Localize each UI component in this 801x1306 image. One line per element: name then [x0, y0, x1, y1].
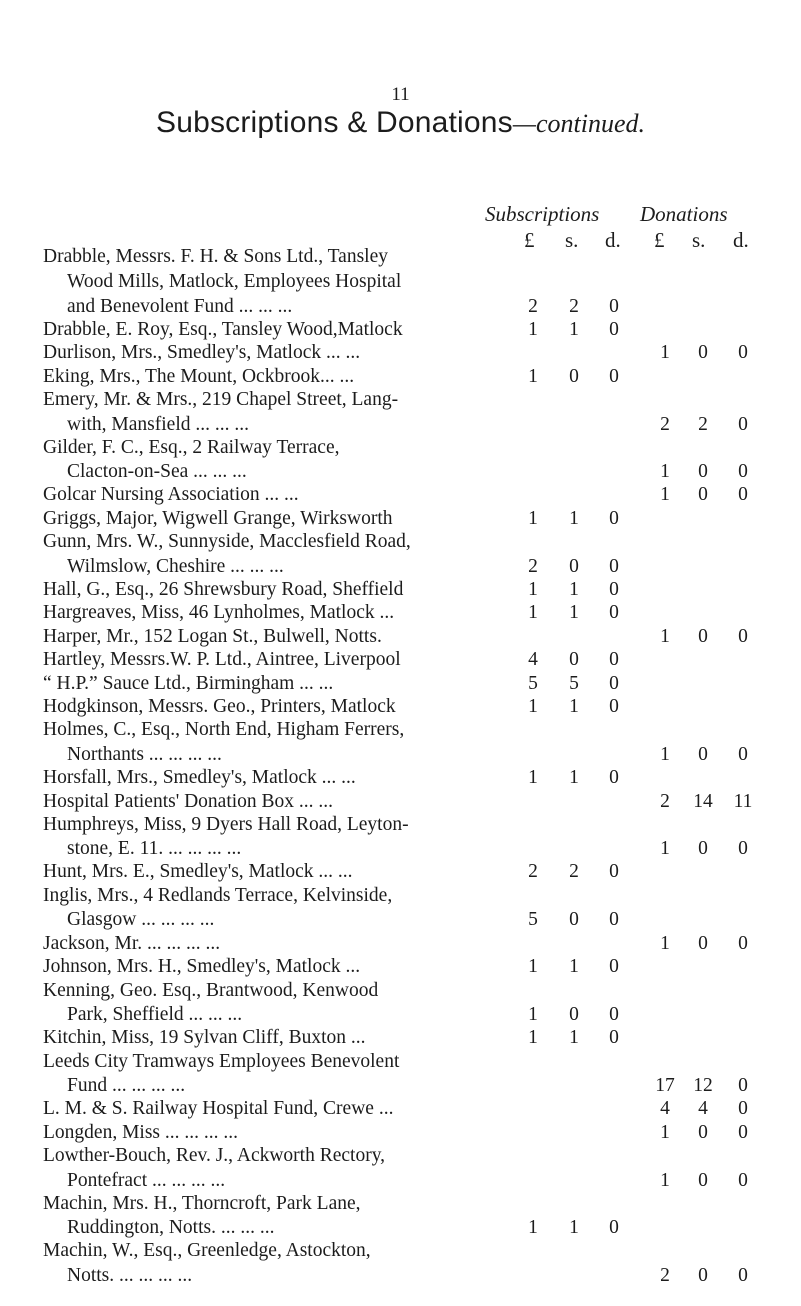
pence-unit: d. [605, 228, 621, 252]
list-item [0, 319, 801, 341]
donation-shillings: 0 [698, 838, 708, 859]
donation-pence: 0 [738, 414, 748, 435]
list-item [0, 744, 801, 766]
entry-text: Pontefract ... ... ... ... [67, 1170, 226, 1191]
subscription-pounds: 1 [528, 767, 538, 788]
subscription-pence: 0 [609, 861, 619, 882]
donation-pence: 0 [738, 1098, 748, 1119]
entry-text: Fund ... ... ... ... [67, 1075, 186, 1096]
page-heading [0, 106, 801, 140]
subscription-pounds: 1 [528, 602, 538, 623]
list-item [0, 1075, 801, 1097]
shilling-unit: s. [692, 228, 706, 252]
entry-text: Emery, Mr. & Mrs., 219 Chapel Street, Lang- [43, 389, 399, 410]
entry-text: Golcar Nursing Association ... ... [43, 484, 299, 505]
list-item [0, 1122, 801, 1144]
entry-text: Notts. ... ... ... ... [67, 1265, 193, 1286]
donation-pounds: 4 [660, 1098, 670, 1119]
donation-pence: 0 [738, 461, 748, 482]
entry-text: Machin, Mrs. H., Thorncroft, Park Lane, [43, 1193, 361, 1214]
page-number: 11 [391, 84, 410, 105]
subscription-shillings: 5 [569, 673, 579, 694]
subscription-pounds: 1 [528, 579, 538, 600]
donation-pence: 0 [738, 744, 748, 765]
donation-pence: 0 [738, 838, 748, 859]
list-item [0, 626, 801, 648]
list-item [0, 1265, 801, 1287]
donation-shillings: 14 [693, 791, 713, 812]
subscription-shillings: 1 [569, 696, 579, 717]
donation-shillings: 0 [698, 461, 708, 482]
donation-pounds: 1 [660, 1122, 670, 1143]
donation-pence: 0 [738, 1170, 748, 1191]
subscription-pounds: 1 [528, 366, 538, 387]
pound-unit: £ [524, 228, 535, 252]
list-item [0, 414, 801, 436]
subscription-pence: 0 [609, 296, 619, 317]
subscription-pence: 0 [609, 649, 619, 670]
donation-shillings: 12 [693, 1075, 713, 1096]
donation-pence: 0 [738, 1075, 748, 1096]
entry-text: Holmes, C., Esq., North End, Higham Ferrers, [43, 719, 405, 740]
list-item [0, 531, 801, 553]
entry-text: Gilder, F. C., Esq., 2 Railway Terrace, [43, 437, 340, 458]
subscription-shillings: 2 [569, 861, 579, 882]
entry-text: and Benevolent Fund ... ... ... [67, 296, 293, 317]
subscriptions-column-header: Subscriptions [485, 202, 600, 226]
entry-text: Jackson, Mr. ... ... ... ... [43, 933, 221, 954]
subscription-pounds: 2 [528, 296, 538, 317]
entry-text: Drabble, E. Roy, Esq., Tansley Wood,Matlock [43, 319, 403, 340]
subscription-shillings: 0 [569, 909, 579, 930]
pence-unit: d. [733, 228, 749, 252]
subscription-shillings: 1 [569, 1217, 579, 1238]
subscription-pounds: 1 [528, 319, 538, 340]
donation-pounds: 1 [660, 626, 670, 647]
list-item [0, 673, 801, 695]
list-item [0, 508, 801, 530]
list-item [0, 602, 801, 624]
list-item [0, 1217, 801, 1239]
donation-pounds: 1 [660, 461, 670, 482]
subscription-shillings: 0 [569, 556, 579, 577]
donation-shillings: 2 [698, 414, 708, 435]
shilling-unit: s. [565, 228, 579, 252]
donation-pounds: 1 [660, 838, 670, 859]
subscription-shillings: 1 [569, 508, 579, 529]
list-item [0, 1098, 801, 1120]
subscription-pounds: 5 [528, 673, 538, 694]
donation-shillings: 0 [698, 1265, 708, 1286]
entry-text: Harper, Mr., 152 Logan St., Bulwell, Notts. [43, 626, 382, 647]
donation-pence: 0 [738, 933, 748, 954]
list-item [0, 767, 801, 789]
entry-text: Leeds City Tramways Employees Benevolent [43, 1051, 400, 1072]
subscription-pence: 0 [609, 366, 619, 387]
donation-pounds: 1 [660, 342, 670, 363]
subscription-pounds: 1 [528, 508, 538, 529]
subscription-pence: 0 [609, 909, 619, 930]
list-item [0, 838, 801, 860]
list-item [0, 1170, 801, 1192]
subscription-pence: 0 [609, 673, 619, 694]
list-item [0, 649, 801, 671]
entry-text: Inglis, Mrs., 4 Redlands Terrace, Kelvinside, [43, 885, 393, 906]
entry-text: Durlison, Mrs., Smedley's, Matlock ... ... [43, 342, 361, 363]
list-item [0, 556, 801, 578]
list-item [0, 342, 801, 364]
entry-text: Horsfall, Mrs., Smedley's, Matlock ... ... [43, 767, 356, 788]
donation-pence: 0 [738, 484, 748, 505]
donation-pounds: 1 [660, 744, 670, 765]
entry-text: stone, E. 11. ... ... ... ... [67, 838, 242, 859]
subscription-pounds: 5 [528, 909, 538, 930]
entry-text: Hargreaves, Miss, 46 Lynholmes, Matlock ... [43, 602, 395, 623]
donation-shillings: 0 [698, 1122, 708, 1143]
entry-text: Park, Sheffield ... ... ... [67, 1004, 243, 1025]
entry-text: Gunn, Mrs. W., Sunnyside, Macclesfield Road, [43, 531, 411, 552]
entry-text: Hunt, Mrs. E., Smedley's, Matlock ... ... [43, 861, 353, 882]
subscription-pounds: 4 [528, 649, 538, 670]
donation-pounds: 2 [660, 791, 670, 812]
list-item [0, 1051, 801, 1073]
entry-text: Kitchin, Miss, 19 Sylvan Cliff, Buxton ... [43, 1027, 366, 1048]
entry-text: L. M. & S. Railway Hospital Fund, Crewe ... [43, 1098, 394, 1119]
list-item [0, 719, 801, 741]
subscription-pounds: 2 [528, 861, 538, 882]
donation-pounds: 17 [655, 1075, 675, 1096]
subscription-pounds: 1 [528, 956, 538, 977]
list-item [0, 389, 801, 411]
subscription-shillings: 2 [569, 296, 579, 317]
subscription-shillings: 1 [569, 602, 579, 623]
donation-pounds: 2 [660, 1265, 670, 1286]
entry-text: Griggs, Major, Wigwell Grange, Wirksworth [43, 508, 393, 529]
entry-text: Hodgkinson, Messrs. Geo., Printers, Matlock [43, 696, 396, 717]
entry-text: Wood Mills, Matlock, Employees Hospital [67, 271, 402, 292]
list-item [0, 1145, 801, 1167]
subscription-pounds: 1 [528, 1004, 538, 1025]
donation-shillings: 4 [698, 1098, 708, 1119]
list-item [0, 271, 801, 293]
list-item [0, 366, 801, 388]
entry-text: Glasgow ... ... ... ... [67, 909, 215, 930]
donation-pounds: 1 [660, 933, 670, 954]
subscription-pence: 0 [609, 508, 619, 529]
donation-pence: 0 [738, 626, 748, 647]
list-item [0, 956, 801, 978]
list-item [0, 296, 801, 318]
entry-text: Machin, W., Esq., Greenledge, Astockton, [43, 1240, 371, 1261]
donation-shillings: 0 [698, 744, 708, 765]
entry-text: Clacton-on-Sea ... ... ... [67, 461, 247, 482]
list-item [0, 461, 801, 483]
subscription-pounds: 1 [528, 696, 538, 717]
subscription-pence: 0 [609, 1027, 619, 1048]
list-item [0, 885, 801, 907]
list-item [0, 933, 801, 955]
subscription-pence: 0 [609, 1004, 619, 1025]
list-item [0, 791, 801, 813]
list-item [0, 696, 801, 718]
list-item [0, 1240, 801, 1262]
subscription-shillings: 1 [569, 956, 579, 977]
heading-main: Subscriptions & Donations [155, 106, 513, 139]
subscription-pence: 0 [609, 319, 619, 340]
entry-text: Longden, Miss ... ... ... ... [43, 1122, 238, 1143]
subscription-pounds: 2 [528, 556, 538, 577]
entry-text: Eking, Mrs., The Mount, Ockbrook... ... [43, 366, 355, 387]
donations-column-header: Donations [640, 202, 728, 226]
subscription-pence: 0 [609, 696, 619, 717]
subscription-pence: 0 [609, 767, 619, 788]
list-item [0, 1193, 801, 1215]
donation-pounds: 1 [660, 484, 670, 505]
entry-text: “ H.P.” Sauce Ltd., Birmingham ... ... [43, 673, 334, 694]
entry-text: Johnson, Mrs. H., Smedley's, Matlock ... [43, 956, 361, 977]
list-item [0, 980, 801, 1002]
subscription-shillings: 1 [569, 1027, 579, 1048]
entry-text: Kenning, Geo. Esq., Brantwood, Kenwood [43, 980, 379, 1001]
subscription-shillings: 0 [569, 649, 579, 670]
entry-text: Ruddington, Notts. ... ... ... [67, 1217, 275, 1238]
donation-shillings: 0 [698, 484, 708, 505]
subscription-pounds: 1 [528, 1027, 538, 1048]
donation-pounds: 2 [660, 414, 670, 435]
entry-text: Hartley, Messrs.W. P. Ltd., Aintree, Liverpool [43, 649, 401, 670]
entry-text: Hall, G., Esq., 26 Shrewsbury Road, Sheffield [43, 579, 404, 600]
subscription-pence: 0 [609, 579, 619, 600]
donation-pence: 0 [738, 342, 748, 363]
subscription-pence: 0 [609, 556, 619, 577]
entry-text: Lowther-Bouch, Rev. J., Ackworth Rectory, [43, 1145, 386, 1166]
list-item [0, 814, 801, 836]
entry-text: Humphreys, Miss, 9 Dyers Hall Road, Leyton- [43, 814, 409, 835]
subscription-shillings: 1 [569, 319, 579, 340]
subscription-shillings: 0 [569, 366, 579, 387]
entry-text: with, Mansfield ... ... ... [67, 414, 249, 435]
subscription-shillings: 0 [569, 1004, 579, 1025]
list-item [0, 1004, 801, 1026]
pound-unit: £ [654, 228, 665, 252]
donation-shillings: 0 [698, 626, 708, 647]
list-item [0, 437, 801, 459]
subscription-shillings: 1 [569, 579, 579, 600]
list-item [0, 579, 801, 601]
list-item [0, 909, 801, 931]
donation-pence: 11 [733, 791, 753, 812]
subscription-pence: 0 [609, 956, 619, 977]
list-item [0, 1027, 801, 1049]
subscription-shillings: 1 [569, 767, 579, 788]
donation-shillings: 0 [698, 1170, 708, 1191]
entry-text: Northants ... ... ... ... [67, 744, 222, 765]
heading-continued: —continued. [512, 109, 645, 138]
subscription-pounds: 1 [528, 1217, 538, 1238]
subscription-pence: 0 [609, 1217, 619, 1238]
donation-pence: 0 [738, 1265, 748, 1286]
donation-shillings: 0 [698, 342, 708, 363]
list-item [0, 484, 801, 506]
subscription-pence: 0 [609, 602, 619, 623]
entry-text: Drabble, Messrs. F. H. & Sons Ltd., Tansley [43, 246, 388, 267]
list-item [0, 861, 801, 883]
donation-shillings: 0 [698, 933, 708, 954]
entry-text: Wilmslow, Cheshire ... ... ... [67, 556, 284, 577]
donation-pounds: 1 [660, 1170, 670, 1191]
list-item [0, 246, 801, 268]
entry-text: Hospital Patients' Donation Box ... ... [43, 791, 334, 812]
donation-pence: 0 [738, 1122, 748, 1143]
